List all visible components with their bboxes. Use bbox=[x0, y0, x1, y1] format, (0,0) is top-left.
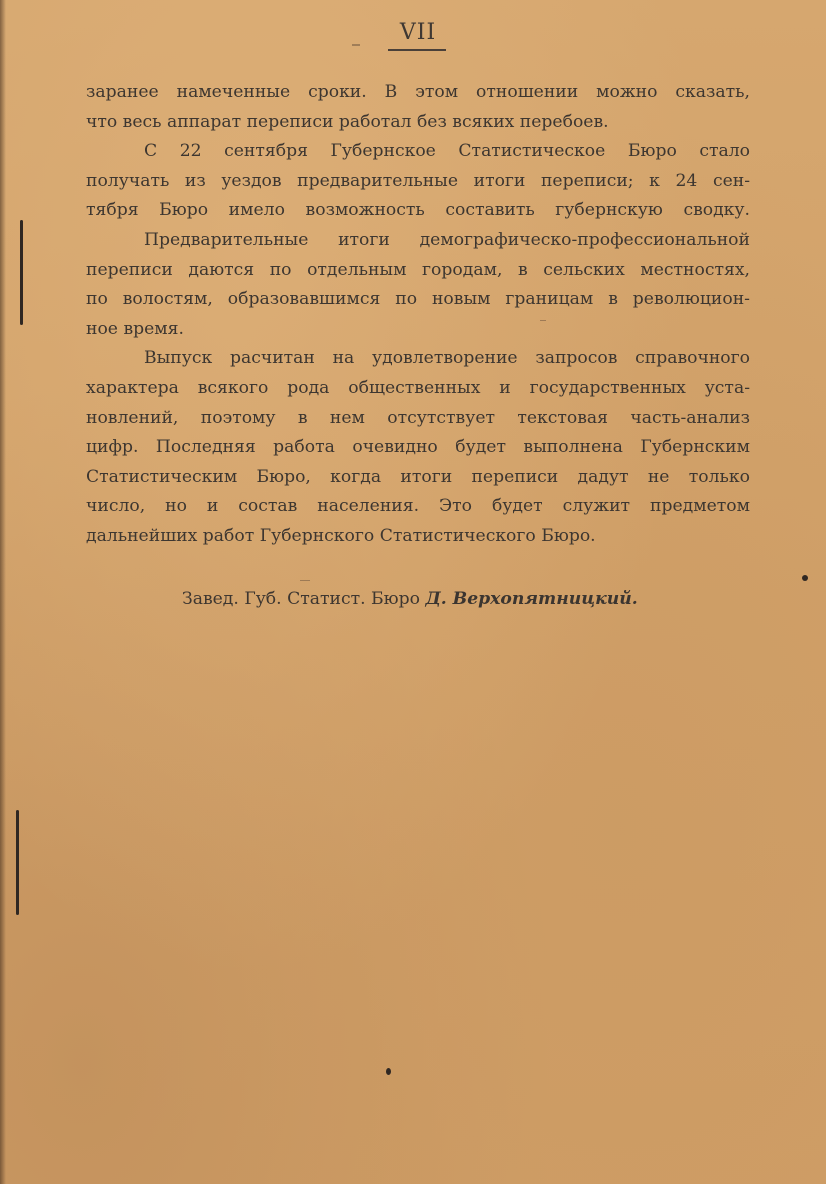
text-line: тября Бюро имело возможность составить губернскую сводку. bbox=[86, 200, 750, 221]
text-line: что весь аппарат переписи работал без всяких перебоев. bbox=[86, 111, 609, 132]
text-line: новлений, поэтому в нем отсутствует текстовая часть-анализ bbox=[86, 407, 750, 428]
text-line: С 22 сентября Губернское Статистическое Бюро стало bbox=[144, 141, 750, 162]
text-line: Предварительные итоги демографическо-профессиональной bbox=[144, 229, 750, 250]
text-line: Статистическим Бюро, когда итоги переписи дадут не только bbox=[86, 466, 750, 487]
text-line: по волостям, образовавшимся по новым границам в революцион- bbox=[86, 289, 750, 310]
signature-name: Д. Верхопятницкий. bbox=[425, 589, 638, 609]
paper-speck bbox=[352, 44, 360, 46]
text-line: дальнейших работ Губернского Статистического Бюро. bbox=[86, 525, 596, 546]
page-number-underline bbox=[388, 49, 446, 51]
ink-spot bbox=[802, 575, 808, 581]
paper-speck bbox=[540, 320, 546, 321]
paper-speck bbox=[300, 580, 310, 581]
page-number: VII bbox=[399, 20, 437, 45]
text-line: заранее намеченные сроки. В этом отношении можно сказать, bbox=[86, 82, 750, 102]
ink-spot bbox=[386, 1068, 391, 1075]
text-line: ное время. bbox=[86, 318, 184, 339]
text-line: число, но и состав населения. Это будет служит предметом bbox=[86, 496, 750, 517]
binding-mark bbox=[20, 220, 23, 325]
text-line: Выпуск расчитан на удовлетворение запросов справочного bbox=[144, 348, 750, 369]
text-line: характера всякого рода общественных и государственных уста- bbox=[86, 377, 750, 398]
text-line: цифр. Последняя работа очевидно будет выполнена Губернским bbox=[86, 437, 750, 458]
text-line: получать из уездов предварительные итоги переписи; к 24 сен- bbox=[86, 170, 750, 191]
signature bbox=[182, 589, 638, 609]
body-text bbox=[86, 78, 750, 552]
page-binding-edge bbox=[0, 0, 6, 1184]
signature-title: Завед. Губ. Статист. Бюро bbox=[182, 589, 420, 609]
text-line: переписи даются по отдельным городам, в сельских местностях, bbox=[86, 259, 750, 280]
binding-mark bbox=[16, 810, 19, 915]
